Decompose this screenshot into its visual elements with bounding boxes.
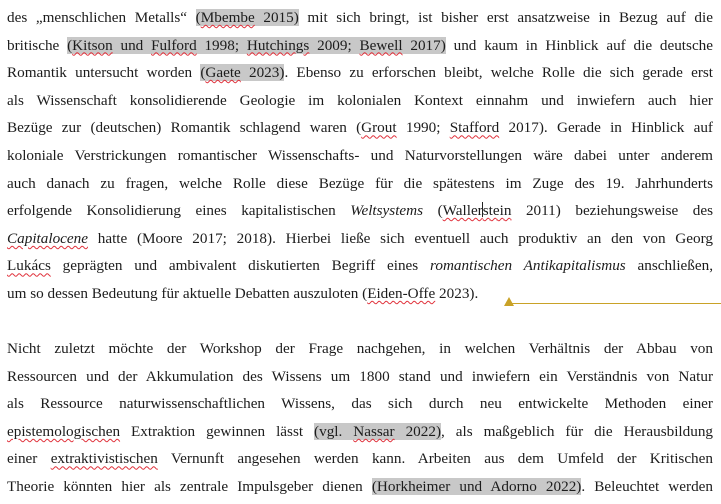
text-run: 2017): [402, 36, 446, 54]
misspelled-word: Grout: [361, 119, 397, 137]
text-run: (: [67, 36, 73, 54]
text-run: Romantik untersucht worden: [7, 64, 201, 82]
text-run: hatte (Moore 2017; 2018). Hierbei ließe sich eventuell auch produktiv an den von Georg: [87, 229, 713, 247]
text-run: und kaum in Hinblick auf die deutsche: [445, 36, 714, 54]
text-run: 2017). Gerade in Hinblick auf: [499, 119, 713, 137]
comment-anchor-icon[interactable]: [504, 297, 514, 306]
misspelled-word: Fulford: [151, 36, 197, 54]
misspelled-word: epistemologischen: [7, 422, 121, 440]
text-run: um so dessen Bedeutung für aktuelle Debatten auszuloten (: [7, 284, 368, 302]
text-run: Waller: [442, 202, 483, 220]
misspelled-word: extraktivistischen: [50, 450, 158, 468]
citation-highlight: (Horkheimer und Adorno 2022): [371, 477, 582, 495]
text-line[interactable]: als Wissenschaft konsolidierende Geologie im kolonialen Kontext einnahm und inwiefern auch hier: [7, 91, 713, 109]
misspelled-word: Mbembe: [200, 9, 255, 26]
text-run: 2011) beziehungsweise des: [511, 202, 714, 220]
text-run: britische: [7, 36, 68, 54]
text-run: und: [112, 36, 152, 54]
text-run: geprägten und ambivalent diskutierten Begriff eines: [50, 257, 430, 275]
text-line[interactable]: koloniale Verstrickungen romantischer Wissenschafts- und Naturvorstellungen wäre dabei unter anderem: [7, 146, 713, 164]
text-run: einer: [7, 450, 51, 468]
text-run: Theorie könnten hier als zentrale Impulsgeber dienen: [7, 477, 372, 495]
text-line[interactable]: [7, 418, 713, 446]
misspelled-word: Eiden-Offe: [367, 284, 436, 302]
text-line[interactable]: [7, 4, 713, 32]
text-run: 1998;: [196, 36, 247, 54]
text-run: mit sich bringt, ist bisher erst ansatzweise in Bezug auf die: [298, 9, 713, 26]
text-run: 2023): [240, 64, 285, 82]
text-line[interactable]: Ressourcen und der Akkumulation des Wissens um 1800 stand und inwiefern ein Verständnis von Natur: [7, 367, 713, 385]
misspelled-word: Stafford: [449, 119, 500, 137]
misspelled-word: [443, 202, 512, 219]
text-run: 2009;: [309, 36, 360, 54]
text-run: des „menschlichen Metalls“: [7, 9, 196, 26]
misspelled-word: Gaete: [205, 64, 241, 82]
text-run: . Ebenso zu erforschen bleibt, welche Rolle die sich gerade erst: [284, 64, 714, 82]
text-run: (: [200, 64, 206, 82]
italic-term: Capitalocene: [7, 229, 88, 247]
text-run: , als maßgeblich für die Herausbildung: [441, 422, 714, 440]
text-run: Bezüge zur (deutschen) Romantik schlagend waren (: [7, 119, 362, 137]
text-line[interactable]: [7, 59, 713, 87]
citation-highlight: [314, 423, 441, 440]
text-run: 2022): [394, 422, 442, 440]
text-run: . Beleuchtet werden: [581, 477, 713, 495]
text-line[interactable]: [7, 252, 713, 280]
citation-highlight: [67, 37, 446, 54]
text-run: erfolgende Konsolidierung eines kapitalistischen: [7, 202, 351, 220]
text-run: Vernunft angesehen werden kann. Arbeiten aus dem Umfeld der Kritischen: [157, 450, 713, 468]
text-line[interactable]: als Ressource naturwissenschaftlichen Wissens, das sich durch neu entwickelte Methoden einer: [7, 395, 713, 413]
text-run: stein: [482, 202, 512, 220]
paragraph-1[interactable]: [7, 4, 713, 308]
misspelled-word: Lukács: [7, 257, 51, 275]
text-run: Extraktion gewinnen lässt: [120, 422, 315, 440]
text-line[interactable]: [7, 197, 713, 225]
text-line[interactable]: auch danach zu fragen, welche Rolle diese Bezüge für die spätestens im Zuge des 19. Jahrhunderts: [7, 174, 713, 192]
text-run: (: [195, 9, 201, 26]
misspelled-word: Nassar: [353, 422, 395, 440]
citation-highlight: [196, 9, 299, 26]
text-line[interactable]: [7, 32, 713, 60]
text-run: anschließen,: [625, 257, 714, 275]
italic-term: romantischen Antikapitalismus: [430, 257, 626, 275]
paragraph-2[interactable]: [7, 335, 713, 501]
text-run: (: [423, 202, 443, 220]
text-line[interactable]: [7, 473, 713, 501]
text-line[interactable]: Nicht zuletzt möchte der Workshop der Frage nachgehen, in welchen Verhältnis der Abbau von: [7, 340, 713, 357]
misspelled-word: Hutchings: [246, 36, 310, 54]
misspelled-word: Bewell: [359, 36, 403, 54]
text-run: (vgl.: [314, 422, 354, 440]
comment-connector-line: [510, 303, 721, 304]
misspelled-word: Kitson: [72, 36, 113, 54]
text-line[interactable]: [7, 445, 713, 473]
text-run: 1990;: [396, 119, 450, 137]
text-run: 2023).: [435, 284, 479, 302]
text-line[interactable]: [7, 225, 713, 253]
citation-highlight: [200, 64, 284, 81]
text-run: 2015): [254, 9, 299, 26]
text-line[interactable]: [7, 114, 713, 142]
italic-term: Weltsystems: [350, 202, 424, 220]
